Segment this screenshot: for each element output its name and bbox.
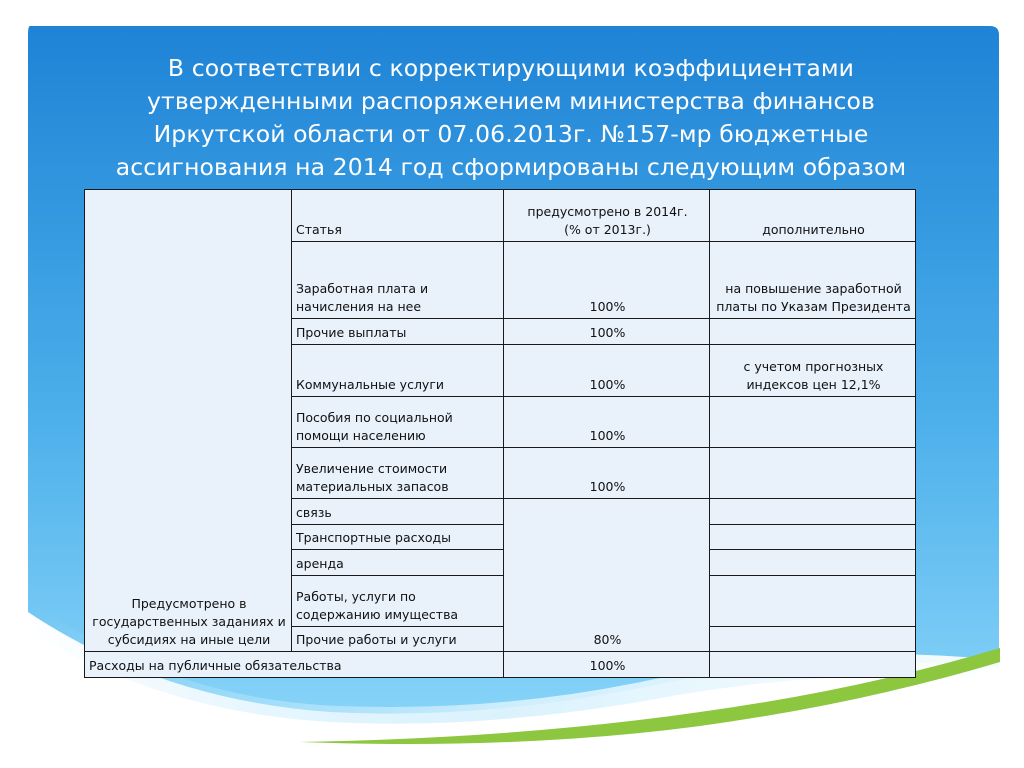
extra-cell: с учетом прогнозных индексов цен 12,1% bbox=[710, 345, 916, 397]
title-line-1: В соответствии с корректирующими коэффициентами bbox=[167, 54, 855, 82]
extra-cell bbox=[710, 448, 916, 499]
group-label-cell: Предусмотрено в государственных заданиях и субсидиях на иные цели bbox=[85, 190, 292, 652]
item-cell: Пособия по социальной помощи населению bbox=[292, 397, 504, 448]
item-cell: Прочие выплаты bbox=[292, 319, 504, 345]
header-pct-line1: предусмотрено в 2014г. bbox=[527, 204, 688, 219]
extra-cell bbox=[710, 397, 916, 448]
title-line-2: утвержденными распоряжением министерства финансов bbox=[147, 87, 875, 115]
header-extra: дополнительно bbox=[710, 190, 916, 242]
title-line-3: Иркутской области от 07.06.2013г. №157-мр бюджетные bbox=[153, 120, 869, 148]
extra-cell: на повышение заработной платы по Указам Президента bbox=[710, 242, 916, 319]
item-cell: Прочие работы и услуги bbox=[292, 627, 504, 652]
merged-pct-cell: 80% bbox=[504, 499, 710, 652]
budget-table bbox=[84, 189, 916, 678]
pct-cell: 100% bbox=[504, 242, 710, 319]
header-item: Статья bbox=[292, 190, 504, 242]
pct-cell: 100% bbox=[504, 319, 710, 345]
item-cell: Увеличение стоимости материальных запасов bbox=[292, 448, 504, 499]
header-pct bbox=[504, 190, 710, 242]
extra-cell bbox=[710, 550, 916, 576]
extra-cell bbox=[710, 525, 916, 550]
header-pct-line2: (% от 2013г.) bbox=[564, 222, 651, 237]
extra-cell bbox=[710, 319, 916, 345]
pct-cell: 100% bbox=[504, 345, 710, 397]
table-footer-row bbox=[85, 652, 916, 678]
item-cell: Работы, услуги по содержанию имущества bbox=[292, 576, 504, 627]
item-cell: связь bbox=[292, 499, 504, 525]
footer-label-cell: Расходы на публичные обязательства bbox=[85, 652, 504, 678]
item-cell: Транспортные расходы bbox=[292, 525, 504, 550]
item-cell: Коммунальные услуги bbox=[292, 345, 504, 397]
title-line-4: ассигнования на 2014 год сформированы следующим образом bbox=[115, 153, 907, 181]
table-header-row bbox=[85, 190, 916, 242]
extra-cell bbox=[710, 576, 916, 627]
footer-extra-cell bbox=[710, 652, 916, 678]
extra-cell bbox=[710, 499, 916, 525]
extra-cell bbox=[710, 627, 916, 652]
pct-cell: 100% bbox=[504, 397, 710, 448]
footer-pct-cell: 100% bbox=[504, 652, 710, 678]
pct-cell: 100% bbox=[504, 448, 710, 499]
slide-title bbox=[70, 52, 952, 184]
item-cell: Заработная плата и начисления на нее bbox=[292, 242, 504, 319]
item-cell: аренда bbox=[292, 550, 504, 576]
